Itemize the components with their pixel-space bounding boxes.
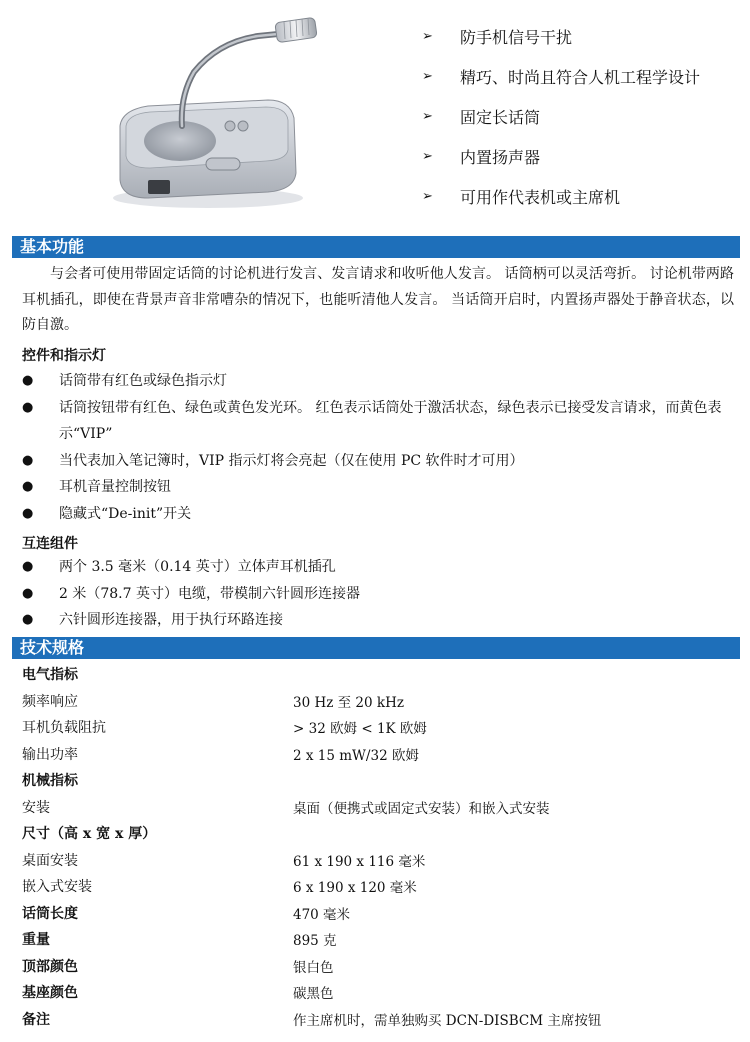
feature-text: 精巧、时尚且符合人机工程学设计 xyxy=(460,67,701,87)
spec-row xyxy=(22,661,734,688)
dot-bullet-icon: ● xyxy=(22,373,34,388)
list-item xyxy=(22,368,734,395)
list-item xyxy=(22,607,734,634)
spec-row xyxy=(22,688,734,715)
list-item-text: 当代表加入笔记簿时，VIP 指示灯将会亮起（仅在使用 PC 软件时才可用） xyxy=(59,452,524,469)
list-item xyxy=(22,581,734,608)
arrow-bullet-icon: ➢ xyxy=(422,28,433,44)
spec-row xyxy=(22,847,734,874)
spec-value: 6 x 190 x 120 毫米 xyxy=(293,880,417,897)
spec-value: 30 Hz 至 20 kHz xyxy=(293,694,404,711)
spec-table xyxy=(22,661,734,1032)
spec-value: 银白色 xyxy=(293,959,334,976)
feature-item xyxy=(422,136,700,176)
dot-bullet-icon: ● xyxy=(22,479,34,494)
spec-row xyxy=(22,900,734,927)
feature-list xyxy=(422,16,700,216)
controls-list xyxy=(22,368,734,527)
list-item xyxy=(22,395,734,448)
list-item-text: 六针圆形连接器，用于执行环路连接 xyxy=(59,612,283,628)
list-item xyxy=(22,448,734,475)
spec-label: 安装 xyxy=(22,799,50,816)
spec-label: 桌面安装 xyxy=(22,852,78,869)
spec-row xyxy=(22,767,734,794)
spec-row xyxy=(22,953,734,980)
spec-row xyxy=(22,926,734,953)
spec-label: 电气指标 xyxy=(22,667,78,684)
spec-label: 话筒长度 xyxy=(22,905,78,922)
spec-value: 碳黑色 xyxy=(293,986,334,1003)
section-heading-specs: 技术规格 xyxy=(12,637,740,659)
feature-text: 固定长话筒 xyxy=(460,107,541,127)
feature-item xyxy=(422,56,700,96)
feature-text: 可用作代表机或主席机 xyxy=(460,187,621,207)
spec-value: 2 x 15 mW/32 欧姆 xyxy=(293,747,419,764)
spec-value: 895 克 xyxy=(293,933,337,950)
feature-text: 内置扬声器 xyxy=(460,147,541,167)
spec-value: 470 毫米 xyxy=(293,906,351,923)
arrow-bullet-icon: ➢ xyxy=(422,68,433,84)
spec-label: 顶部颜色 xyxy=(22,958,78,975)
spec-value: 作主席机时，需单独购买 DCN-DISBCM 主席按钮 xyxy=(293,1012,602,1029)
top-section xyxy=(0,0,750,232)
spec-row xyxy=(22,1006,734,1033)
list-item-text: 耳机音量控制按钮 xyxy=(59,479,171,495)
spec-row xyxy=(22,794,734,821)
list-item-text: 话筒按钮带有红色、绿色或黄色发光环。 红色表示话筒处于激活状态，绿色表示已接受发言请求，而黄色表示“VIP” xyxy=(59,399,722,442)
spec-value: 桌面（便携式或固定式安装）和嵌入式安装 xyxy=(293,800,550,817)
list-item-text: 2 米（78.7 英寸）电缆，带模制六针圆形连接器 xyxy=(59,585,360,602)
list-item xyxy=(22,474,734,501)
list-item-text: 话筒带有红色或绿色指示灯 xyxy=(59,373,227,389)
interconnect-title: 互连组件 xyxy=(22,536,78,552)
dot-bullet-icon: ● xyxy=(22,399,34,415)
list-item xyxy=(22,554,734,581)
spec-label: 重量 xyxy=(22,932,50,949)
dot-bullet-icon: ● xyxy=(22,452,34,468)
spec-row xyxy=(22,741,734,768)
feature-item xyxy=(422,96,700,136)
arrow-bullet-icon: ➢ xyxy=(422,108,433,124)
list-item-text: 隐藏式“De-init”开关 xyxy=(59,505,192,522)
spec-value: 61 x 190 x 116 毫米 xyxy=(293,853,426,870)
spec-label: 耳机负载阻抗 xyxy=(22,720,106,737)
intro-paragraph: 与会者可使用带固定话筒的讨论机进行发言、发言请求和收听他人发言。 话筒柄可以灵活弯折。 讨论机带两路耳机插孔，即使在背景声音非常嘈杂的情况下，也能听清他人发言。 当话筒开启时，内置扬声器处于静音状态，以防自激。 xyxy=(22,266,734,333)
spec-label: 机械指标 xyxy=(22,773,78,790)
interconnect-list xyxy=(22,554,734,634)
dot-bullet-icon: ● xyxy=(22,585,34,601)
dot-bullet-icon: ● xyxy=(22,505,34,521)
controls-title: 控件和指示灯 xyxy=(22,348,106,364)
list-item-text: 两个 3.5 毫米（0.14 英寸）立体声耳机插孔 xyxy=(59,559,336,575)
spec-label: 嵌入式安装 xyxy=(22,879,92,896)
dot-bullet-icon: ● xyxy=(22,559,34,574)
spec-value: > 32 欧姆 < 1K 欧姆 xyxy=(293,721,427,738)
dot-bullet-icon: ● xyxy=(22,612,34,627)
spec-row xyxy=(22,873,734,900)
arrow-bullet-icon: ➢ xyxy=(422,148,433,164)
arrow-bullet-icon: ➢ xyxy=(422,188,433,204)
spec-row xyxy=(22,979,734,1006)
feature-text: 防手机信号干扰 xyxy=(460,27,573,47)
list-item xyxy=(22,501,734,528)
spec-label: 频率响应 xyxy=(22,693,78,710)
spec-row xyxy=(22,820,734,847)
spec-label: 输出功率 xyxy=(22,746,78,763)
spec-label: 备注 xyxy=(22,1011,50,1028)
spec-label: 尺寸（高 x 宽 x 厚） xyxy=(22,826,157,843)
spec-label: 基座颜色 xyxy=(22,985,78,1002)
section-heading-basic: 基本功能 xyxy=(12,236,740,258)
feature-item xyxy=(422,16,700,56)
spec-row xyxy=(22,714,734,741)
feature-item xyxy=(422,176,700,216)
microphone-unit-image xyxy=(108,8,332,218)
